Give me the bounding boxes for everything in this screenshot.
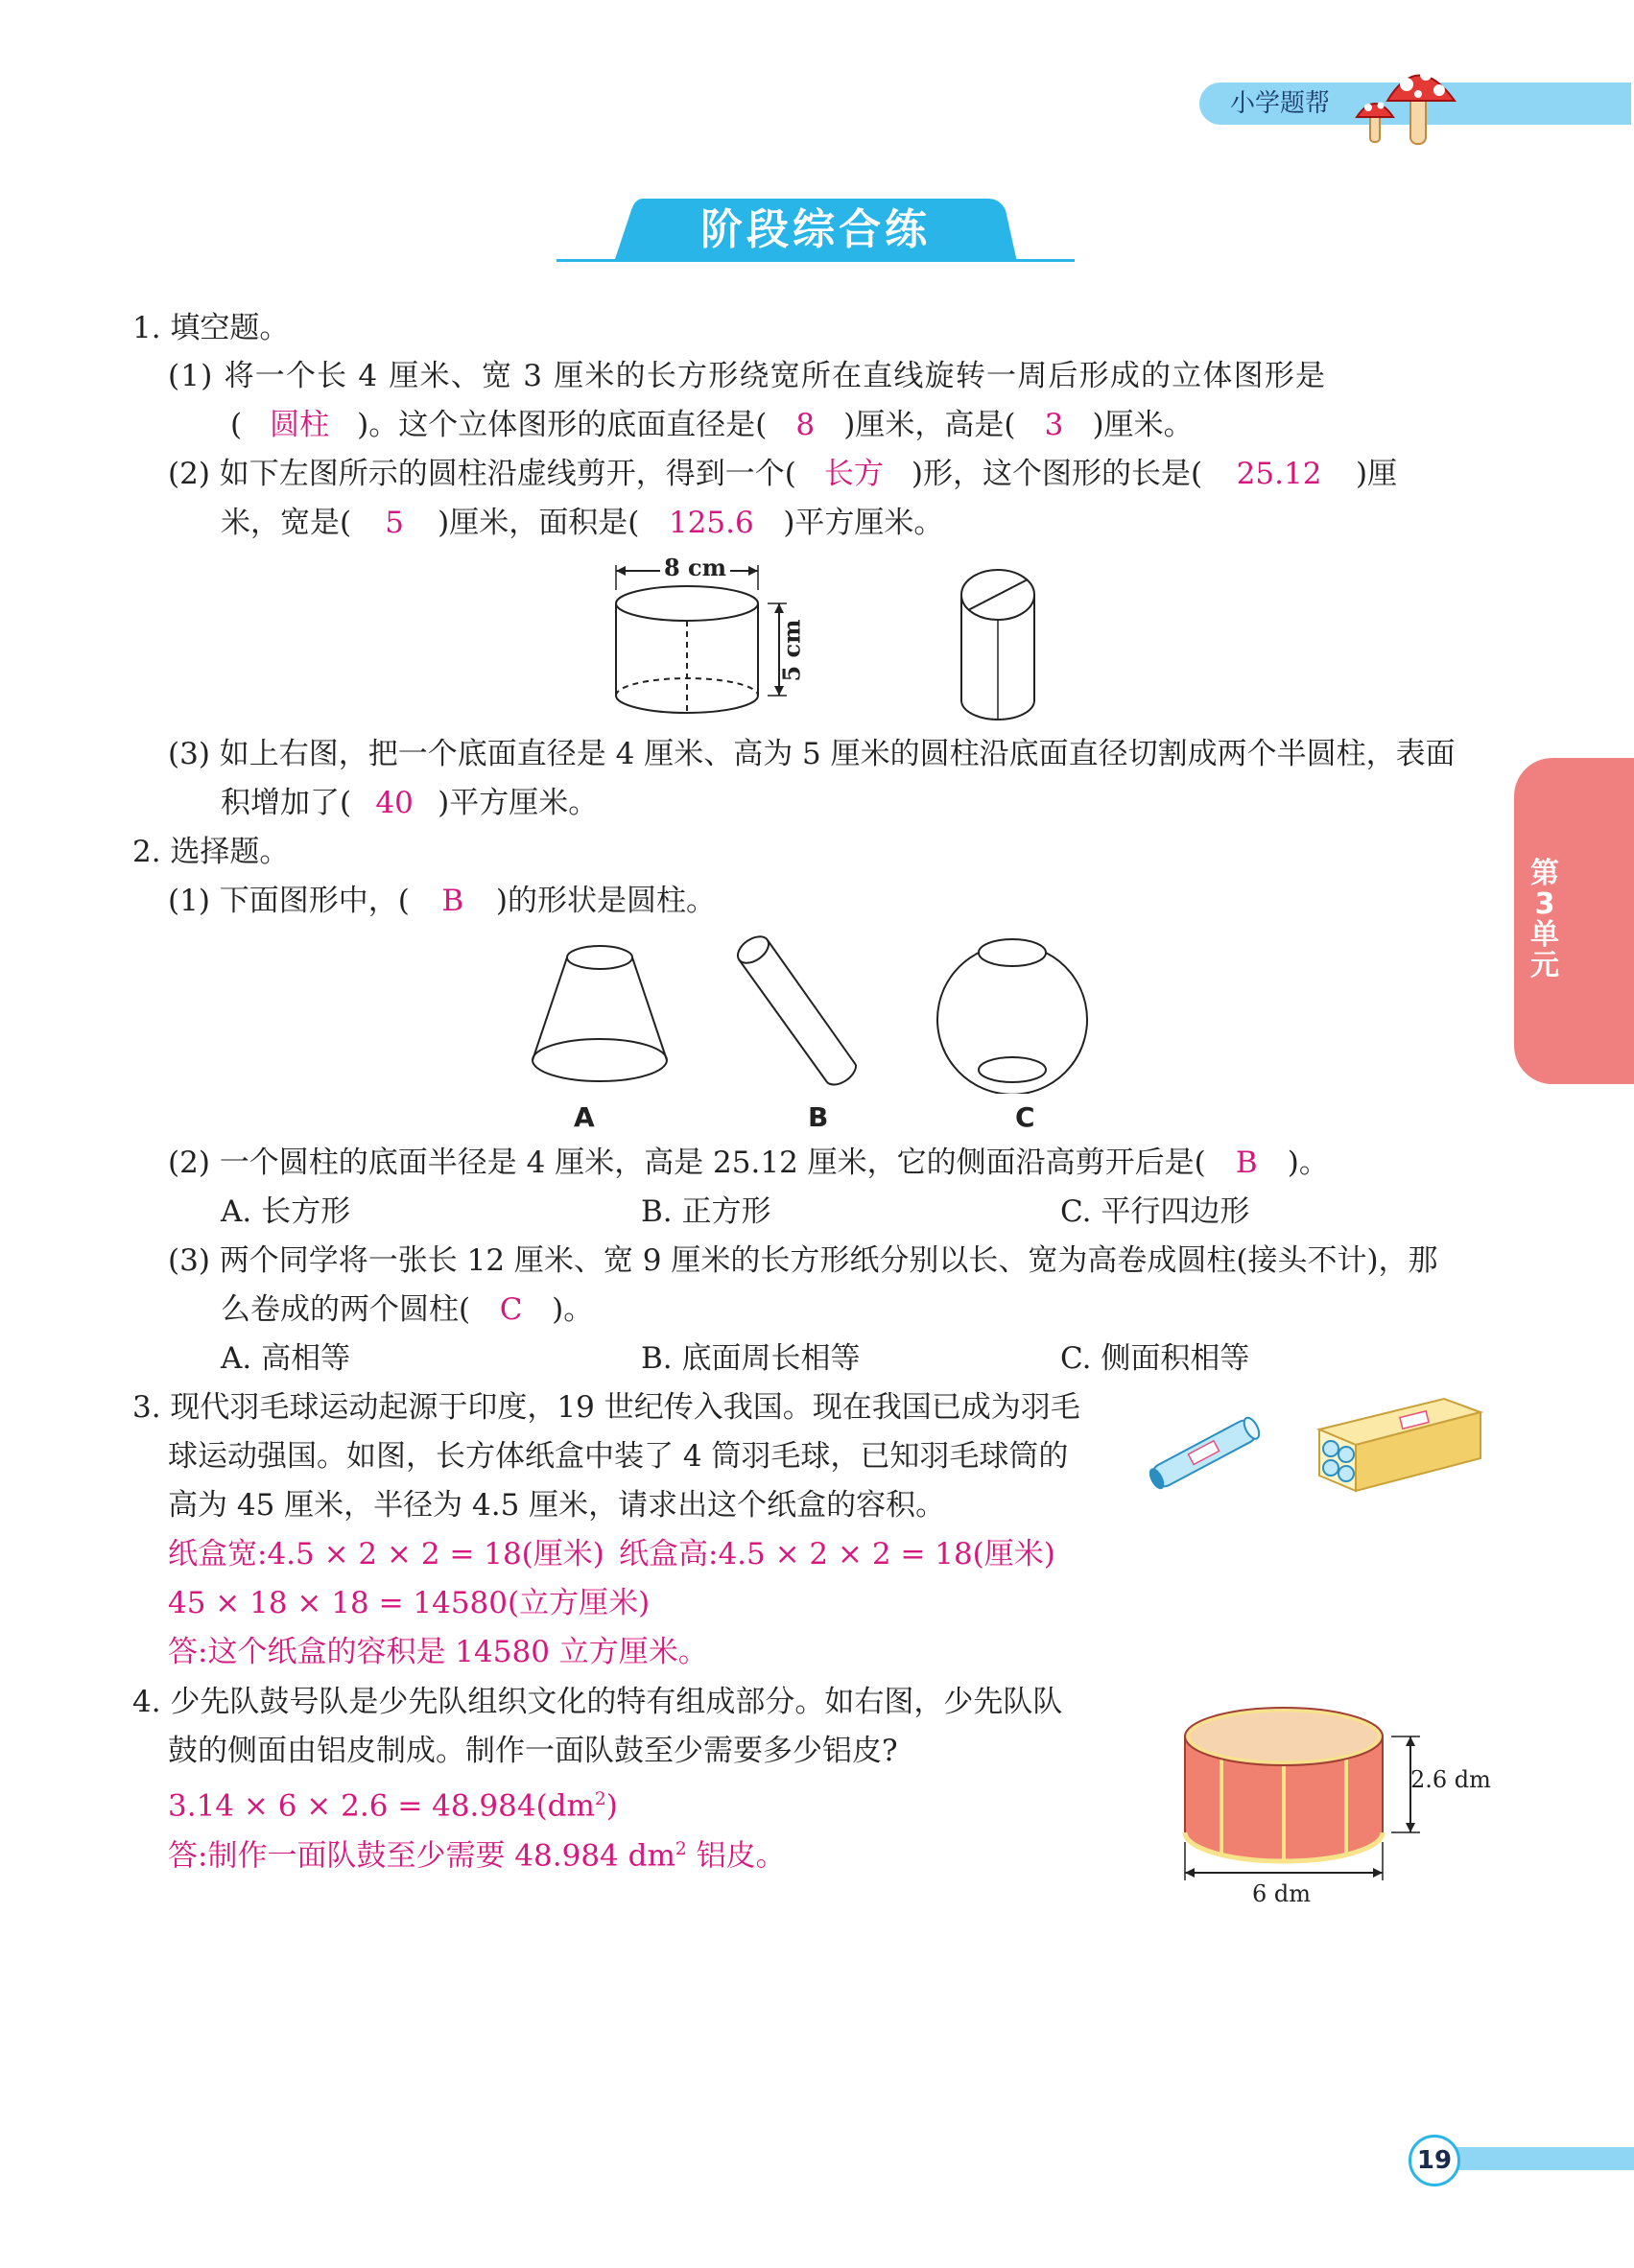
q2-p2-option-a: A. 长方形: [221, 1194, 351, 1229]
answer-blank: C: [499, 1292, 523, 1327]
q3-line1: 3. 现代羽毛球运动起源于印度，19 世纪传入我国。现在我国已成为羽毛: [132, 1390, 1080, 1425]
q2-heading: 2. 选择题。: [132, 835, 290, 869]
figure-height-label: 5 cm: [777, 619, 806, 682]
q2-p2-option-c: C. 平行四边形: [1060, 1194, 1250, 1229]
q2-p1: (1) 下面图形中，( B )的形状是圆柱。: [168, 884, 716, 918]
shape-b-cylinder: [720, 931, 873, 1094]
q2-p2: (2) 一个圆柱的底面半径是 4 厘米，高是 25.12 厘米，它的侧面沿高剪开后是( B )。: [168, 1146, 1329, 1180]
q2-p3-option-a: A. 高相等: [221, 1341, 351, 1376]
drum-figure: [1175, 1698, 1463, 1890]
q1-p2-line2: 米，宽是( 5 )厘米，面积是( 125.6 )平方厘米。: [221, 506, 944, 540]
shape-label-b: B: [808, 1101, 829, 1133]
shuttlecock-box-image: [1310, 1391, 1487, 1497]
drum-width-label: 6 dm: [1252, 1880, 1312, 1907]
q2-p3-line1: (3) 两个同学将一张长 12 厘米、宽 9 厘米的长方形纸分别以长、宽为高卷成圆柱(接头不计)，那: [168, 1243, 1438, 1278]
q1-heading: 1. 填空题。: [132, 311, 290, 345]
answer-blank: 圆柱: [270, 408, 330, 442]
q4-line2: 鼓的侧面由铝皮制成。制作一面队鼓至少需要多少铝皮?: [168, 1734, 898, 1768]
q4-answer-1: $3.14 \times 6 \times 2.6 = 48.984(dm^2)$: [168, 1788, 618, 1824]
q1-p2-line1: (2) 如下左图所示的圆柱沿虚线剪开，得到一个( 长方 )形，这个图形的长是( 25.12 )厘: [168, 457, 1398, 491]
q3-answer-3: 45 × 18 × 18 = 14580(立方厘米): [168, 1586, 651, 1620]
q3-answer-1: 纸盒宽:4.5 × 2 × 2 = 18(厘米): [168, 1537, 604, 1571]
q1-p3-line2: 积增加了( 40 )平方厘米。: [221, 786, 599, 820]
q2-p2-option-b: B. 正方形: [641, 1194, 771, 1229]
shape-label-c: C: [1015, 1101, 1035, 1133]
answer-blank: 40: [375, 786, 414, 820]
q3-line2: 球运动强国。如图，长方体纸盒中装了 4 筒羽毛球，已知羽毛球筒的: [168, 1439, 1069, 1474]
q1-p3-line1: (3) 如上右图，把一个底面直径是 4 厘米、高为 5 厘米的圆柱沿底面直径切割成两个半圆柱，表面: [168, 737, 1456, 771]
figure-width-label: 8 cm: [660, 555, 730, 580]
q4-line1: 4. 少先队鼓号队是少先队组织文化的特有组成部分。如右图，少先队队: [132, 1685, 1063, 1719]
shape-c-sphere: [931, 935, 1094, 1094]
q2-p3-line2: 么卷成的两个圆柱( C )。: [221, 1292, 594, 1327]
q3-line3: 高为 45 厘米，半径为 4.5 厘米，请求出这个纸盒的容积。: [168, 1488, 946, 1523]
answer-blank: 5: [385, 506, 404, 540]
page-number: 19: [1409, 2135, 1460, 2186]
drum-height-label: 2.6 dm: [1410, 1766, 1491, 1793]
answer-blank: 3: [1044, 408, 1064, 442]
q2-p3-option-c: C. 侧面积相等: [1060, 1341, 1250, 1376]
shape-a-frustum: [523, 940, 676, 1094]
answer-blank: B: [441, 884, 464, 918]
answer-blank: 长方: [823, 457, 884, 491]
header-brand: 小学题帮: [1230, 89, 1331, 118]
footer-bar: [1439, 2147, 1634, 2170]
unit-side-tab-text: 第 3 单 元: [1530, 857, 1559, 982]
answer-blank: B: [1235, 1146, 1258, 1180]
answer-blank: 125.6: [668, 506, 754, 540]
answer-blank: 25.12: [1236, 457, 1322, 491]
page-title: 阶段综合练: [700, 205, 931, 254]
q1-p1-line2: ( 圆柱 )。这个立体图形的底面直径是( 8 )厘米，高是( 3 )厘米。: [230, 408, 1194, 442]
shape-label-a: A: [574, 1101, 595, 1133]
q4-answer-2: 答:制作一面队鼓至少需要 48.984 $dm^2$ 铝皮。: [168, 1838, 786, 1874]
answer-blank: 8: [795, 408, 816, 442]
q2-p3-option-b: B. 底面周长相等: [641, 1341, 861, 1376]
q3-answer-4: 答:这个纸盒的容积是 14580 立方厘米。: [168, 1635, 708, 1669]
q3-answer-2: 纸盒高:4.5 × 2 × 2 = 18(厘米): [619, 1537, 1055, 1571]
shuttlecock-tube-image: [1137, 1410, 1271, 1497]
q1-p1-line1: (1) 将一个长 4 厘米、宽 3 厘米的长方形绕宽所在直线旋转一周后形成的立体图形是: [168, 359, 1327, 393]
mushroom-icon: [1351, 58, 1466, 149]
cut-cylinder-figure: [955, 566, 1051, 729]
